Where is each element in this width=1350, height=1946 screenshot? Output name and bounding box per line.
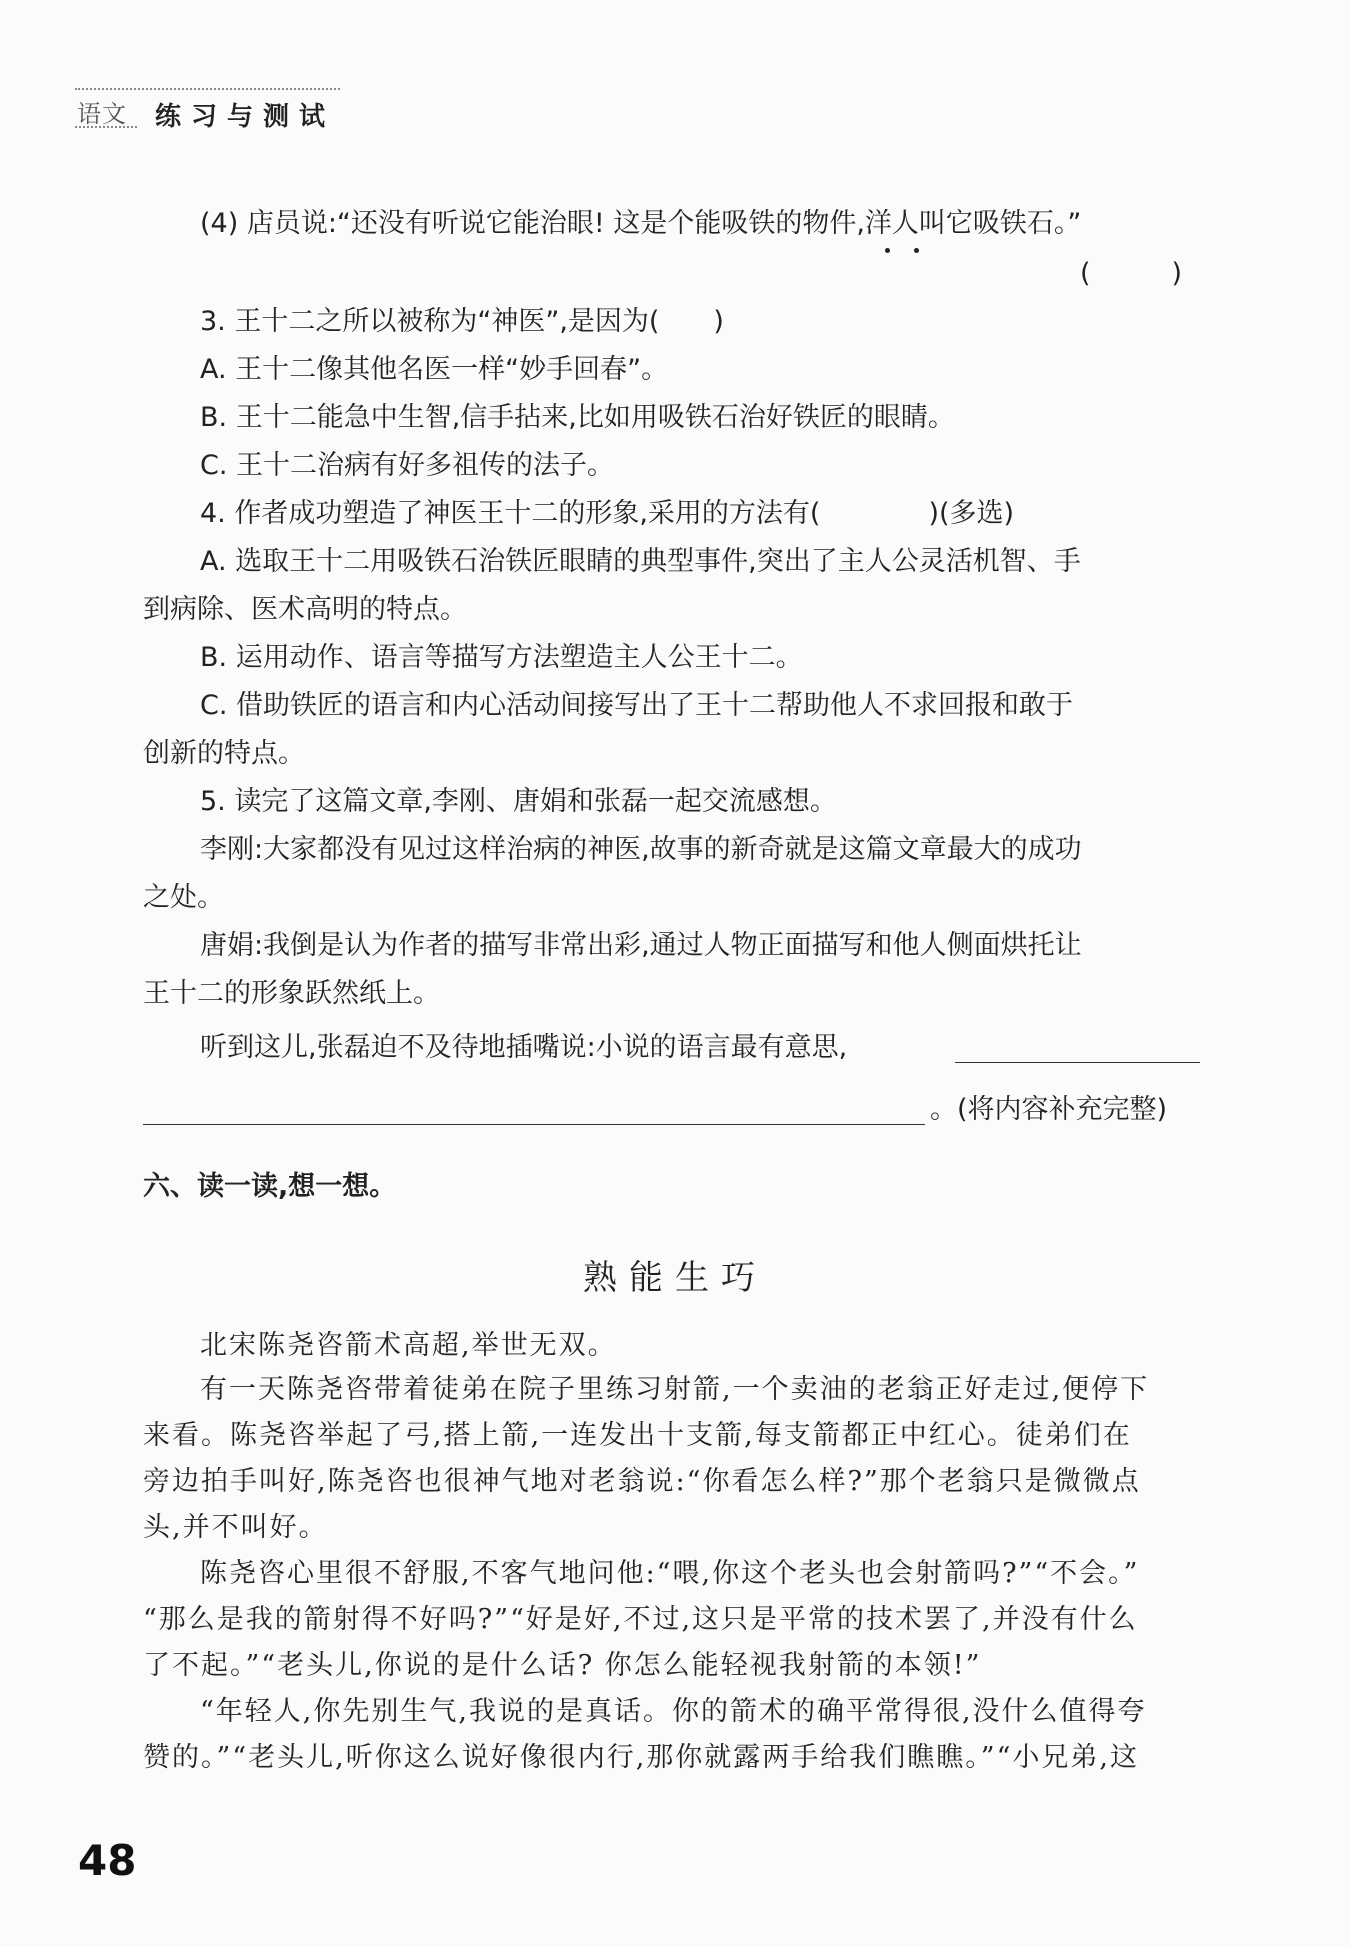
page-number: 48	[78, 1836, 137, 1885]
story-line: “年轻人,你先别生气,我说的是真话。你的箭术的确平常得很,没什么值得夸	[200, 1696, 1147, 1727]
section-6-title: 六、读一读,想一想。	[143, 1171, 397, 1202]
story-line: 陈尧咨心里很不舒服,不客气地问他:“喂,你这个老头也会射箭吗?”“不会。”	[200, 1558, 1140, 1589]
subject-dotted-rule	[75, 126, 137, 128]
emphasis-dot	[914, 248, 919, 253]
q5-ligang-line2: 之处。	[143, 882, 224, 913]
q4-option-b: B. 运用动作、语言等描写方法塑造主人公王十二。	[200, 642, 803, 673]
q3-option-b: B. 王十二能急中生智,信手拈来,比如用吸铁石治好铁匠的眼睛。	[200, 402, 955, 433]
q5-stem: 5. 读完了这篇文章,李刚、唐娟和张磊一起交流感想。	[200, 786, 837, 817]
q4-option-a-line1: A. 选取王十二用吸铁石治铁匠眼睛的典型事件,突出了主人公灵活机智、手	[200, 546, 1081, 577]
header-dotted-rule	[75, 88, 340, 90]
story-line: 旁边拍手叫好,陈尧咨也很神气地对老翁说:“你看怎么样?”那个老翁只是微微点	[143, 1466, 1141, 1497]
q5-fill-note: 。(将内容补充完整)	[930, 1094, 1168, 1125]
story-line: 了不起。”“老头儿,你说的是什么话? 你怎么能轻视我射箭的本领!”	[143, 1650, 982, 1681]
story-line: 赞的。”“老头儿,听你这么说好像很内行,那你就露两手给我们瞧瞧。”“小兄弟,这	[143, 1742, 1139, 1773]
subject-label: 语文	[77, 100, 127, 128]
q4-option-a-line2: 到病除、医术高明的特点。	[143, 594, 467, 625]
story-title: 熟能生巧	[583, 1258, 767, 1298]
story-line: 有一天陈尧咨带着徒弟在院子里练习射箭,一个卖油的老翁正好走过,便停下	[200, 1374, 1150, 1405]
q4-stem: 4. 作者成功塑造了神医王十二的形象,采用的方法有( )(多选)	[200, 498, 1015, 529]
q5-ligang-line1: 李刚:大家都没有见过这样治病的神医,故事的新奇就是这篇文章最大的成功	[200, 834, 1082, 865]
q3-stem: 3. 王十二之所以被称为“神医”,是因为( )	[200, 306, 724, 337]
q5-zhanglei-text: 听到这儿,张磊迫不及待地插嘴说:小说的语言最有意思,	[200, 1032, 848, 1063]
q4-option-c-line2: 创新的特点。	[143, 738, 305, 769]
page-header	[75, 88, 1345, 132]
story-line: 北宋陈尧咨箭术高超,举世无双。	[200, 1330, 617, 1361]
story-line: 头,并不叫好。	[143, 1512, 328, 1543]
q3-option-c: C. 王十二治病有好多祖传的法子。	[200, 450, 615, 481]
q5-answer-blank-line2[interactable]	[143, 1124, 925, 1125]
q4-option-c-line1: C. 借助铁匠的语言和内心活动间接写出了王十二帮助他人不求回报和敢于	[200, 690, 1074, 721]
q5-tangjuan-line2: 王十二的形象跃然纸上。	[143, 978, 440, 1009]
q5-tangjuan-line1: 唐娟:我倒是认为作者的描写非常出彩,通过人物正面描写和他人侧面烘托让	[200, 930, 1082, 961]
story-line: 来看。陈尧咨举起了弓,搭上箭,一连发出十支箭,每支箭都正中红心。徒弟们在	[143, 1420, 1132, 1451]
story-line: “那么是我的箭射得不好吗?”“好是好,不过,这只是平常的技术罢了,并没有什么	[143, 1604, 1138, 1635]
book-title: 练习与测试	[155, 102, 336, 132]
q4-item-answer-paren[interactable]: ( )	[1080, 258, 1183, 289]
q4-item-text: (4) 店员说:“还没有听说它能治眼! 这是个能吸铁的物件,洋人叫它吸铁石。”	[200, 208, 1082, 239]
q3-option-a: A. 王十二像其他名医一样“妙手回春”。	[200, 354, 669, 385]
q5-answer-blank[interactable]	[955, 1062, 1200, 1063]
emphasis-dot	[885, 248, 890, 253]
